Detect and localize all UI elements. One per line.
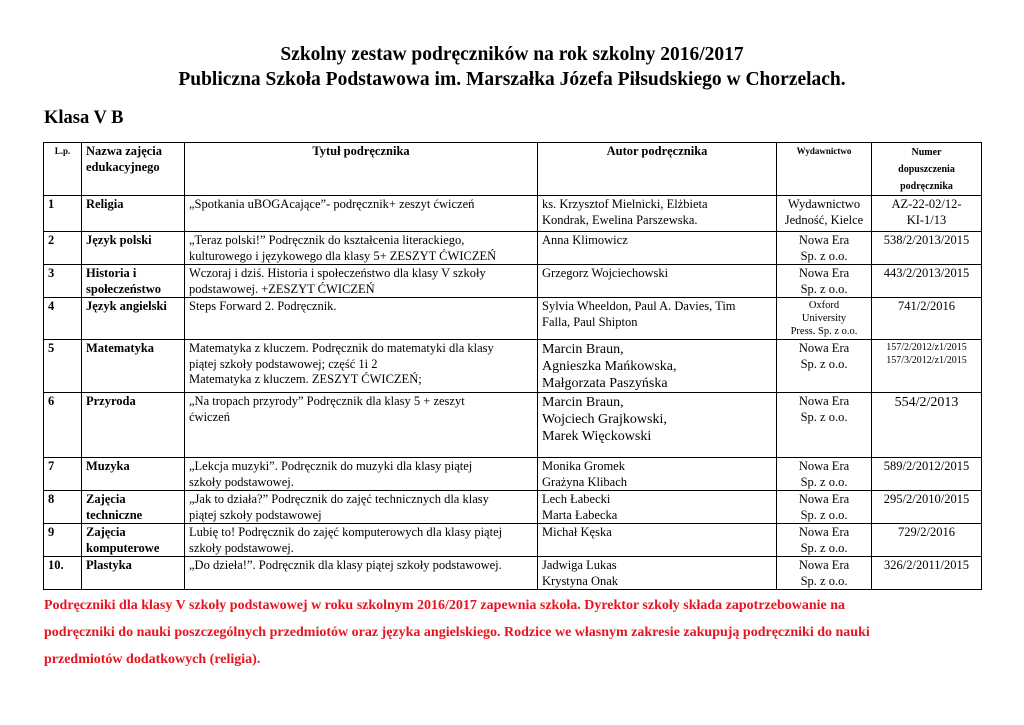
subject-cell — [82, 340, 185, 393]
approval-number-cell — [872, 340, 982, 393]
title-line: kulturowego i językowego dla klasy 5+ ZESZYT ĆWICZEŃ — [189, 248, 497, 263]
title-line: „Lekcja muzyki”. Podręcznik do muzyki dla klasy piątej — [189, 459, 473, 473]
author-line: Marek Więckowski — [542, 429, 652, 444]
approval-number-line: 295/2/2010/2015 — [883, 492, 970, 506]
title-line: podstawowej. +ZESZYT ĆWICZEŃ — [189, 281, 375, 296]
subject-line: Przyroda — [86, 394, 136, 408]
lp-cell: 5 — [44, 340, 82, 393]
school-name: Publiczna Szkoła Podstawowa im. Marszałka Józefa Piłsudskiego w Chorzelach. — [178, 69, 846, 90]
author-cell — [538, 557, 777, 590]
approval-number-cell — [872, 298, 982, 340]
author-cell — [538, 196, 777, 232]
title-line: „Spotkania uBOGAcające”- podręcznik+ zeszyt ćwiczeń — [189, 197, 475, 211]
approval-number-line: 326/2/2011/2015 — [884, 558, 969, 572]
publisher-line: Sp. z o.o. — [800, 248, 848, 263]
column-header-lp: L.p. — [44, 143, 82, 196]
author-line: Lech Łabecki — [542, 492, 611, 506]
author-cell — [538, 232, 777, 265]
column-header-approval-number — [872, 143, 982, 196]
publisher-line: Sp. z o.o. — [800, 540, 848, 555]
author-line: Małgorzata Paszyńska — [542, 376, 668, 391]
table-row — [44, 232, 982, 265]
subject-line: komputerowe — [86, 540, 160, 555]
approval-number-line: 443/2/2013/2015 — [883, 266, 970, 280]
lp-cell: 8 — [44, 491, 82, 524]
table-row — [44, 393, 982, 458]
author-line: Monika Gromek — [542, 459, 625, 473]
publisher-cell — [777, 265, 872, 298]
publisher-line: Nowa Era — [798, 394, 850, 408]
title-line: „Jak to działa?” Podręcznik do zajęć technicznych dla klasy — [189, 492, 489, 506]
title-cell — [185, 298, 538, 340]
subject-cell — [82, 458, 185, 491]
publisher-line: Nowa Era — [798, 525, 850, 539]
publisher-line: Nowa Era — [798, 492, 850, 506]
publisher-cell — [777, 196, 872, 232]
title-line: Lubię to! Podręcznik do zajęć komputerowych dla klasy piątej — [189, 525, 503, 539]
table-row — [44, 196, 982, 232]
publisher-cell — [777, 458, 872, 491]
title-cell — [185, 557, 538, 590]
approval-number-cell — [872, 265, 982, 298]
subject-cell — [82, 491, 185, 524]
column-header-subject-line: Nazwa zajęcia — [86, 144, 163, 158]
lp-cell: 4 — [44, 298, 82, 340]
publisher-line: Sp. z o.o. — [800, 356, 848, 371]
author-cell — [538, 298, 777, 340]
author-cell — [538, 491, 777, 524]
author-line: ks. Krzysztof Mielnicki, Elżbieta — [542, 197, 708, 211]
author-cell — [538, 340, 777, 393]
author-line: Marcin Braun, — [542, 342, 624, 357]
lp-cell: 1 — [44, 196, 82, 232]
approval-number-cell — [872, 458, 982, 491]
author-line: Wojciech Grajkowski, — [542, 412, 667, 427]
publisher-cell — [777, 524, 872, 557]
author-line: Kondrak, Ewelina Parszewska. — [542, 212, 698, 227]
title-cell — [185, 196, 538, 232]
column-header-publisher: Wydawnictwo — [777, 143, 872, 196]
notice-line: podręczniki do nauki poszczególnych przedmiotów oraz języka angielskiego. Rodzice we własnym zakresie zakupują podręczniki do nauki — [44, 625, 870, 640]
title-line: piątej szkoły podstawowej — [189, 507, 322, 522]
title-line: szkoły podstawowej. — [189, 474, 294, 489]
title-line: „Do dzieła!”. Podręcznik dla klasy piątej szkoły podstawowej. — [189, 558, 502, 572]
subject-line: Zajęcia — [86, 525, 126, 539]
subject-line: techniczne — [86, 507, 143, 522]
document-title: Szkolny zestaw podręczników na rok szkolny 2016/2017 — [280, 44, 744, 65]
column-header-number-line: Numer — [911, 147, 942, 158]
subject-cell — [82, 298, 185, 340]
column-header-author: Autor podręcznika — [538, 143, 777, 196]
author-line: Marcin Braun, — [542, 395, 624, 410]
author-cell — [538, 393, 777, 458]
publisher-cell — [777, 491, 872, 524]
column-header-title: Tytuł podręcznika — [185, 143, 538, 196]
lp-cell: 3 — [44, 265, 82, 298]
title-line: Steps Forward 2. Podręcznik. — [189, 299, 337, 313]
subject-line: Zajęcia — [86, 492, 126, 506]
publisher-line: Sp. z o.o. — [800, 281, 848, 296]
title-line: Matematyka z kluczem. ZESZYT ĆWICZEŃ; — [189, 372, 422, 386]
approval-number-line: 157/2/2012/z1/2015 — [886, 342, 967, 353]
publisher-line: Sp. z o.o. — [800, 507, 848, 522]
publisher-line: Nowa Era — [798, 341, 850, 355]
table-row — [44, 265, 982, 298]
subject-line: Religia — [86, 197, 124, 211]
approval-number-cell — [872, 393, 982, 458]
subject-cell — [82, 524, 185, 557]
column-header-number-line: podręcznika — [900, 181, 953, 192]
publisher-line: University — [801, 313, 847, 324]
subject-cell — [82, 393, 185, 458]
subject-line: Historia i — [86, 266, 137, 280]
class-label: Klasa V B — [44, 108, 124, 128]
publisher-line: Nowa Era — [798, 233, 850, 247]
approval-number-line: AZ-22-02/12- — [891, 197, 962, 211]
lp-cell: 10. — [44, 557, 82, 590]
author-line: Krystyna Onak — [542, 573, 619, 588]
publisher-cell — [777, 393, 872, 458]
publisher-cell — [777, 232, 872, 265]
author-line: Agnieszka Mańkowska, — [542, 359, 677, 374]
author-cell — [538, 265, 777, 298]
approval-number-cell — [872, 491, 982, 524]
table-row — [44, 524, 982, 557]
school-notice — [44, 592, 974, 673]
approval-number-line: 157/3/2012/z1/2015 — [886, 355, 967, 366]
title-line: Matematyka z kluczem. Podręcznik do matematyki dla klasy — [189, 341, 494, 355]
title-line: ćwiczeń — [189, 409, 230, 424]
title-line: szkoły podstawowej. — [189, 540, 294, 555]
table-header-row — [44, 143, 982, 196]
approval-number-cell — [872, 232, 982, 265]
approval-number-line: 729/2/2016 — [898, 525, 955, 539]
title-cell — [185, 491, 538, 524]
subject-line: Język angielski — [86, 299, 167, 313]
table-row — [44, 340, 982, 393]
author-line: Michał Kęska — [542, 525, 612, 539]
table-row — [44, 491, 982, 524]
table-body — [44, 196, 982, 590]
subject-line: Matematyka — [86, 341, 155, 355]
publisher-cell — [777, 298, 872, 340]
publisher-line: Jedność, Kielce — [784, 212, 864, 227]
table-row — [44, 458, 982, 491]
title-cell — [185, 524, 538, 557]
column-header-subject-line: edukacyjnego — [86, 159, 160, 174]
subject-cell — [82, 265, 185, 298]
subject-line: Plastyka — [86, 558, 132, 572]
publisher-line: Sp. z o.o. — [800, 474, 848, 489]
subject-line: Muzyka — [86, 459, 130, 473]
lp-cell: 2 — [44, 232, 82, 265]
title-line: „Na tropach przyrody” Podręcznik dla klasy 5 + zeszyt — [189, 394, 465, 408]
author-line: Sylvia Wheeldon, Paul A. Davies, Tim — [542, 299, 736, 313]
textbook-table — [43, 142, 982, 590]
table-row — [44, 298, 982, 340]
title-line: Wczoraj i dziś. Historia i społeczeństwo dla klasy V szkoły — [189, 266, 486, 280]
title-line: „Teraz polski!” Podręcznik do kształcenia literackiego, — [189, 233, 465, 247]
author-line: Marta Łabecka — [542, 507, 618, 522]
publisher-cell — [777, 557, 872, 590]
author-line: Falla, Paul Shipton — [542, 314, 638, 329]
title-cell — [185, 232, 538, 265]
lp-cell: 7 — [44, 458, 82, 491]
column-header-number-line: dopuszczenia — [898, 164, 955, 175]
approval-number-line: 554/2/2013 — [894, 395, 959, 410]
author-line: Grażyna Klibach — [542, 474, 628, 489]
approval-number-cell — [872, 557, 982, 590]
author-line: Anna Klimowicz — [542, 233, 628, 247]
subject-line: Język polski — [86, 233, 152, 247]
subject-cell — [82, 196, 185, 232]
publisher-line: Nowa Era — [798, 459, 850, 473]
column-header-subject — [82, 143, 185, 196]
title-cell — [185, 265, 538, 298]
approval-number-line: 538/2/2013/2015 — [883, 233, 970, 247]
approval-number-line: 589/2/2012/2015 — [883, 459, 970, 473]
notice-line: przedmiotów dodatkowych (religia). — [44, 652, 261, 667]
title-cell — [185, 458, 538, 491]
author-cell — [538, 524, 777, 557]
title-cell — [185, 393, 538, 458]
lp-cell: 6 — [44, 393, 82, 458]
subject-cell — [82, 557, 185, 590]
notice-line: Podręczniki dla klasy V szkoły podstawowej w roku szkolnym 2016/2017 zapewnia szkoła. Dyrektor szkoły składa zapotrzebowanie na — [44, 598, 846, 613]
publisher-line: Wydawnictwo — [787, 197, 861, 211]
publisher-line: Nowa Era — [798, 558, 850, 572]
subject-cell — [82, 232, 185, 265]
author-line: Grzegorz Wojciechowski — [542, 266, 669, 280]
table-row — [44, 557, 982, 590]
author-cell — [538, 458, 777, 491]
approval-number-cell — [872, 524, 982, 557]
publisher-line: Oxford — [808, 300, 840, 311]
title-line: piątej szkoły podstawowej; część 1i 2 — [189, 356, 378, 371]
publisher-line: Nowa Era — [798, 266, 850, 280]
approval-number-cell — [872, 196, 982, 232]
subject-line: społeczeństwo — [86, 281, 161, 296]
approval-number-line: 741/2/2016 — [898, 299, 955, 313]
publisher-cell — [777, 340, 872, 393]
author-line: Jadwiga Lukas — [542, 558, 617, 572]
publisher-line: Press. Sp. z o.o. — [790, 326, 858, 337]
title-cell — [185, 340, 538, 393]
approval-number-line: KI-1/13 — [906, 212, 947, 227]
publisher-line: Sp. z o.o. — [800, 573, 848, 588]
lp-cell: 9 — [44, 524, 82, 557]
publisher-line: Sp. z o.o. — [800, 409, 848, 424]
